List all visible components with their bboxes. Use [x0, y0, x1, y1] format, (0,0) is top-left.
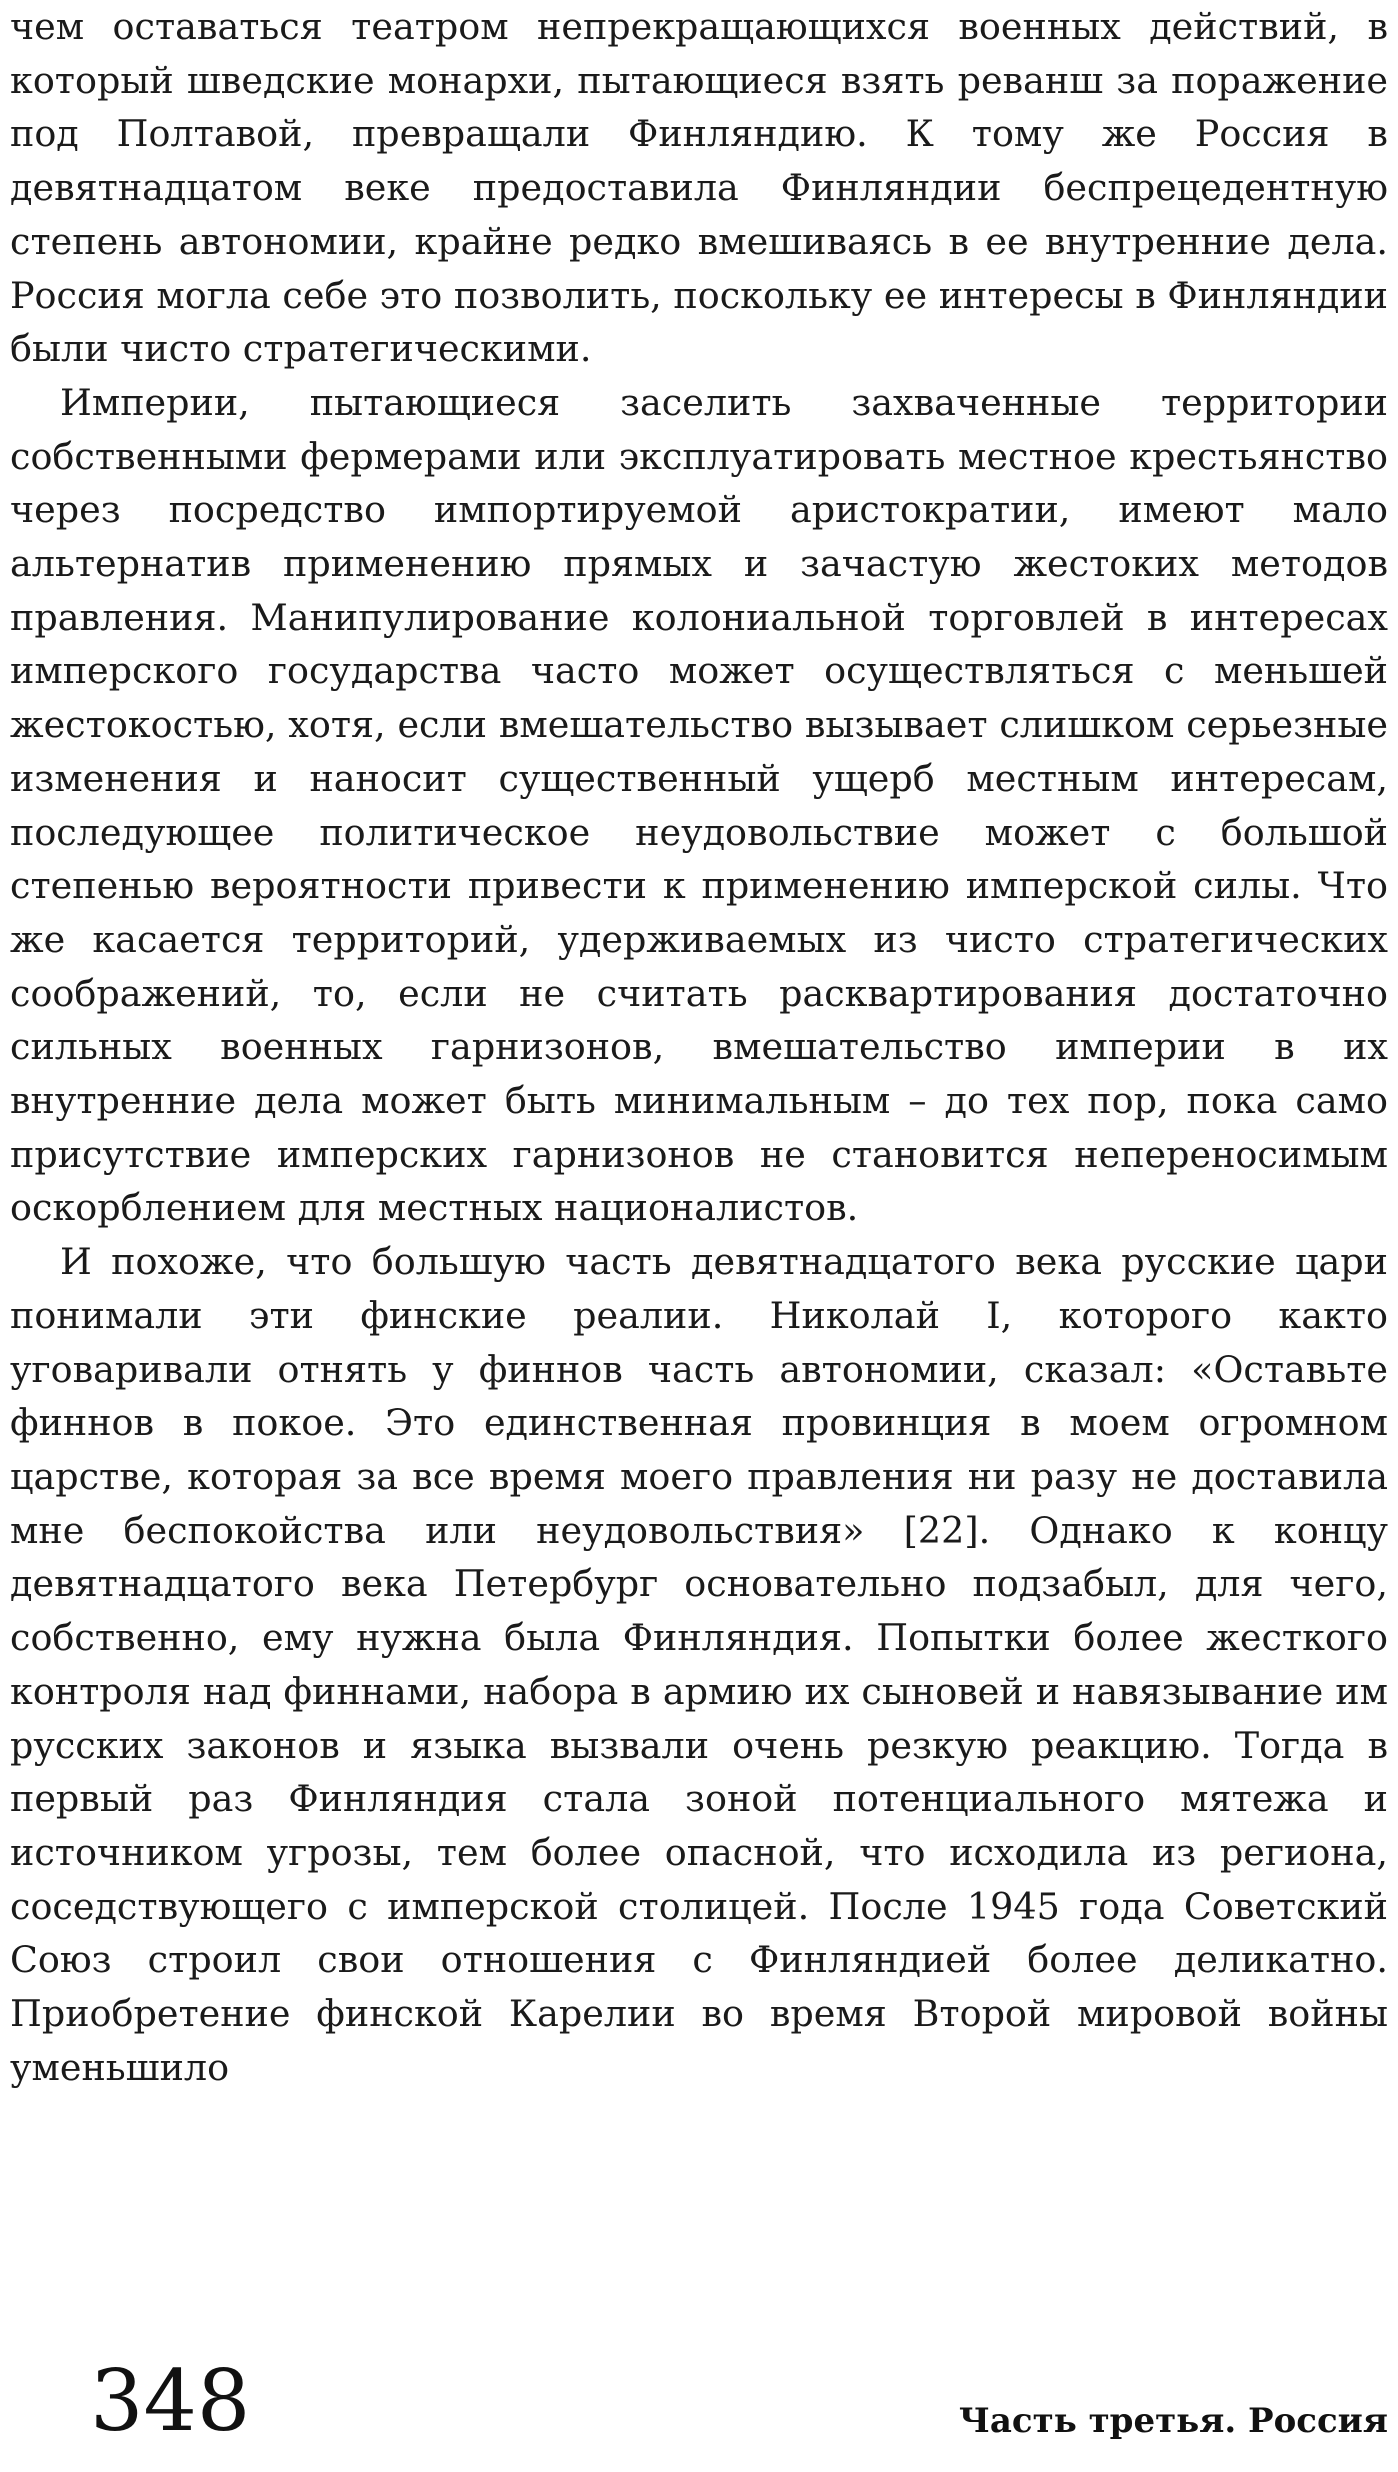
paragraph-empires: Империи, пытающиеся заселить захваченные территории собственными фермерами или эксплуатировать местное крестьянство через посредство импортируемой аристократии, имеют мало альтернатив применению прямых и зачастую жестоких методов правления. Манипулирование колониальной торговлей в интересах имперского государства часто может осуществляться с меньшей жестокостью, хотя, если вмешательство вызывает слишком серьезные изменения и наносит существенный ущерб местным интересам, последующее политическое неудовольствие может с большой степенью вероятности привести к применению имперской силы. Что же касается территорий, удерживаемых из чисто стратегических соображений, то, если не считать расквартирования достаточно сильных военных гарнизонов, вмешательство империи в их внутренние дела может быть минимальным – до тех пор, пока само присутствие имперских гарнизонов не становится непереносимым оскорблением для местных националистов. [10, 380, 1388, 1230]
paragraph-finnish-realities: И похоже, что большую часть девятнадцатого века русские цари понимали эти финские реалии. Николай I, которого както уговаривали отнять у финнов часть автономии, сказал: «Оставьте финнов в покое. Это единственная провинция в моем огромном царстве, которая за все время моего правления ни разу не доставила мне беспокойства или неудовольствия» [22]. Однако к концу девятнадцатого века Петербург основательно подзабыл, для чего, собственно, ему нужна была Финляндия. Попытки более жесткого контроля над финнами, набора в армию их сыновей и навязывание им русских законов и языка вызвали очень резкую реакцию. Тогда в первый раз Финляндия стала зоной потенциального мятежа и источником угрозы, тем более опасной, что исходила из региона, соседствующего с имперской столицей. После 1945 года Советский Союз строил свои отношения с Финляндией более деликатно. Приобретение финской Карелии во время Второй мировой войны уменьшило [10, 1240, 1388, 2089]
paragraph-continuation: чем оставаться театром непрекращающихся военных действий, в который шведские монархи, пытающиеся взять реванш за поражение под Полтавой, превращали Финляндию. К тому же Россия в девятнадцатом веке предоставила Финляндии беспрецедентную степень автономии, крайне редко вмешиваясь в ее внутренние дела. Россия могла себе это позволить, поскольку ее интересы в Финляндии были чисто стратегическими. [10, 5, 1388, 371]
book-page [10, 0, 1388, 2472]
body-text [10, 0, 1388, 2094]
page-number: 348 [90, 2352, 251, 2450]
page-footer [10, 2346, 1388, 2456]
running-head: Часть третья. Россия [958, 2401, 1388, 2441]
